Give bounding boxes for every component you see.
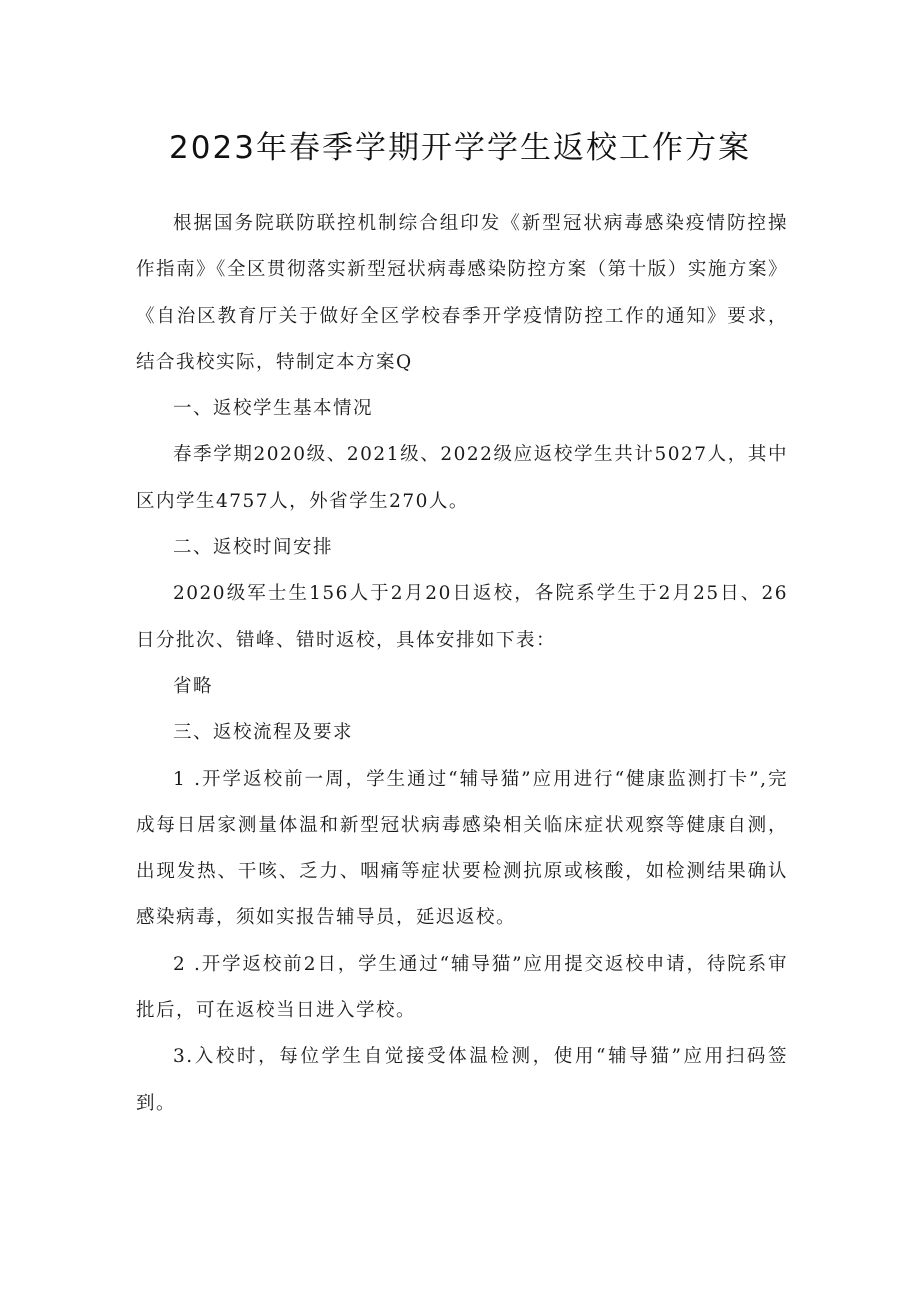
section-heading-3: 三、返校流程及要求 bbox=[173, 722, 354, 744]
document-title: 2023年春季学期开学学生返校工作方案 bbox=[169, 130, 751, 166]
section-heading-2: 二、返校时间安排 bbox=[173, 537, 334, 559]
paragraph-student-count: 春季学期2020级、2021级、2022级应返校学生共计5027人，其中区内学生4757人，外省学生270人。 bbox=[136, 444, 788, 512]
section-heading-1: 一、返校学生基本情况 bbox=[173, 398, 374, 420]
paragraph-schedule: 2020级军士生156人于2月20日返校，各院系学生于2月25日、26日分批次、错峰、错时返校，具体安排如下表： bbox=[136, 583, 788, 651]
list-item-2: 2 .开学返校前2日，学生通过“辅导猫”应用提交返校申请，待院系审批后，可在返校当日进入学校。 bbox=[136, 953, 788, 1022]
list-item-1: 1 .开学返校前一周，学生通过“辅导猫”应用进行“健康监测打卡”,完成每日居家测量体温和新型冠状病毒感染相关临床症状观察等健康自测，出现发热、干咳、乏力、咽痛等症状要检测抗原或核酸，如检测结果确认感染病毒，须如实报告辅导员，延迟返校。 bbox=[136, 768, 788, 929]
paragraph-omitted: 省略 bbox=[173, 675, 214, 697]
document-body bbox=[136, 201, 788, 1127]
list-item-3: 3.入校时，每位学生自觉接受体温检测，使用“辅导猫”应用扫码签到。 bbox=[136, 1046, 788, 1114]
intro-paragraph: 根据国务院联防联控机制综合组印发《新型冠状病毒感染疫情防控操作指南》《全区贯彻落实新型冠状病毒感染防控方案（第十版）实施方案》《自治区教育厅关于做好全区学校春季开学疫情防控工作的通知》要求，结合我校实际，特制定本方案Q bbox=[136, 213, 788, 373]
